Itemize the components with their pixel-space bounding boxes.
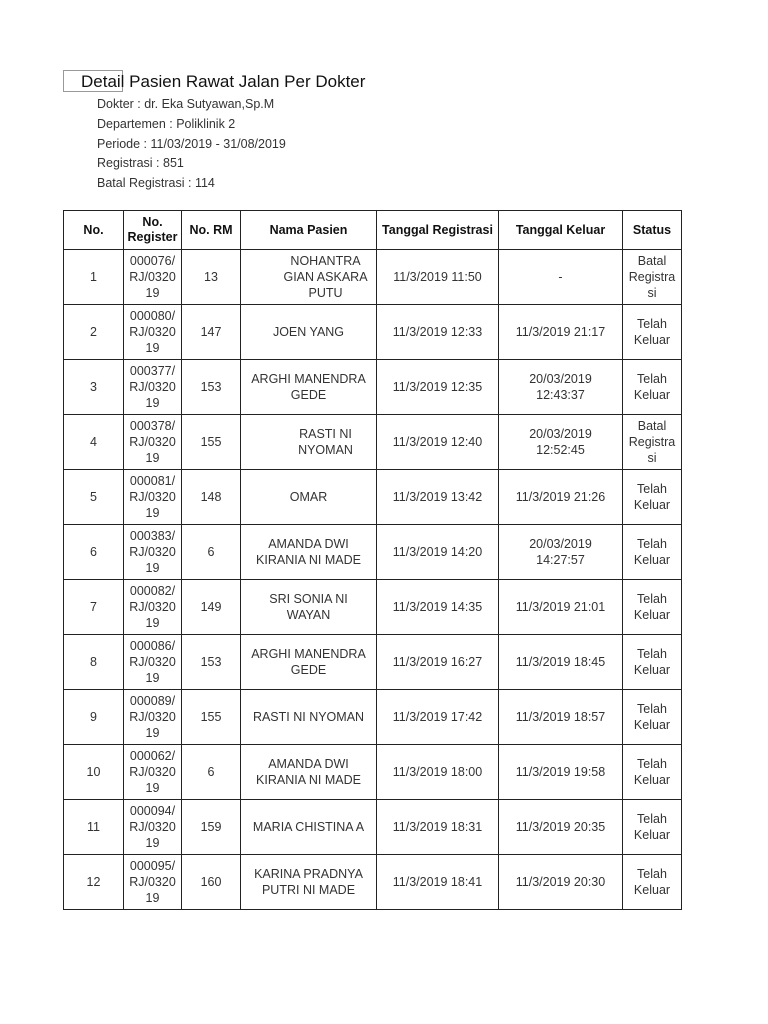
cell-discharge-date: [499, 525, 623, 580]
cell-status: [623, 250, 682, 305]
cell-register-line: 19: [145, 616, 160, 630]
cell-discharge-date-line: 12:52:45: [536, 443, 585, 457]
cell-registration-date: 11/3/2019 16:27: [377, 635, 499, 690]
cell-discharge-date-line: 11/3/2019 20:30: [515, 875, 606, 889]
cell-discharge-date-line: -: [558, 270, 563, 284]
cell-register-line: 000089/: [129, 694, 176, 708]
cell-status-line: si: [647, 451, 657, 465]
cell-discharge-date-line: 14:27:57: [536, 553, 585, 567]
registration-count-line: Registrasi : 851: [97, 156, 184, 171]
cancelled-registration-line: Batal Registrasi : 114: [97, 176, 215, 191]
cell-register-line: 000383/: [129, 529, 176, 543]
cell-no: 9: [64, 690, 124, 745]
cell-register-line: 19: [145, 836, 160, 850]
cell-status-line: Telah: [637, 482, 667, 496]
cell-register: [124, 415, 182, 470]
cell-patient-name-line: KIRANIA NI MADE: [256, 773, 361, 787]
cell-register-line: 19: [145, 396, 160, 410]
cell-status: [623, 360, 682, 415]
cell-no: 1: [64, 250, 124, 305]
cell-patient-name-line: GEDE: [290, 663, 327, 677]
cell-status: [623, 855, 682, 910]
cell-patient-name-line: PUTU: [308, 286, 343, 300]
cell-rm: 155: [182, 415, 241, 470]
cell-discharge-date-line: 11/3/2019 21:17: [515, 325, 606, 339]
cell-discharge-date-line: 11/3/2019 18:57: [515, 710, 606, 724]
table-row: [64, 415, 682, 470]
cell-register: [124, 580, 182, 635]
cell-registration-date: 11/3/2019 14:20: [377, 525, 499, 580]
cell-patient-name: [241, 855, 377, 910]
column-header-patient-name: Nama Pasien: [241, 211, 377, 250]
cell-patient-name: [241, 250, 377, 305]
cell-patient-name-line: ARGHI MANENDRA: [251, 647, 366, 661]
table-row: [64, 855, 682, 910]
cell-rm: 159: [182, 800, 241, 855]
cell-register-line: 000062/: [129, 749, 176, 763]
cell-register-line: RJ/0320: [129, 875, 176, 889]
cell-patient-name-line: MARIA CHISTINA A: [252, 820, 365, 834]
cell-discharge-date-line: 20/03/2019: [529, 427, 592, 441]
cell-patient-name-line: ARGHI MANENDRA: [251, 372, 366, 386]
cell-patient-name-line: GEDE: [290, 388, 327, 402]
cell-rm: 6: [182, 745, 241, 800]
cell-register-line: 19: [145, 286, 160, 300]
cell-register-line: 000082/: [129, 584, 176, 598]
cell-register-line: 000076/: [129, 254, 176, 268]
cell-status-line: Keluar: [633, 883, 671, 897]
cell-register: [124, 470, 182, 525]
cell-register: [124, 360, 182, 415]
cell-no: 7: [64, 580, 124, 635]
cell-rm: 153: [182, 635, 241, 690]
cell-patient-name: [241, 415, 377, 470]
cell-register-line: 000086/: [129, 639, 176, 653]
cell-no: 2: [64, 305, 124, 360]
cell-discharge-date-line: 11/3/2019 21:01: [515, 600, 606, 614]
cell-status-line: Batal: [637, 254, 667, 268]
cell-register: [124, 635, 182, 690]
period-line: Periode : 11/03/2019 - 31/08/2019: [97, 136, 286, 151]
cell-no: 3: [64, 360, 124, 415]
cell-status-line: Telah: [637, 702, 667, 716]
cell-registration-date: 11/3/2019 12:35: [377, 360, 499, 415]
table-row: [64, 470, 682, 525]
cell-patient-name-line: KIRANIA NI MADE: [256, 553, 361, 567]
cell-rm: 147: [182, 305, 241, 360]
cell-registration-date: 11/3/2019 12:40: [377, 415, 499, 470]
cell-no: 12: [64, 855, 124, 910]
cell-register-line: 000094/: [129, 804, 176, 818]
cell-register-line: RJ/0320: [129, 710, 176, 724]
patient-table: [63, 210, 682, 910]
cell-status-line: Telah: [637, 372, 667, 386]
cell-register: [124, 690, 182, 745]
cell-registration-date: 11/3/2019 12:33: [377, 305, 499, 360]
cell-discharge-date: [499, 305, 623, 360]
cell-status-line: Keluar: [633, 553, 671, 567]
cell-patient-name: [241, 470, 377, 525]
table-body: [64, 250, 682, 910]
cell-discharge-date: [499, 360, 623, 415]
cell-register-line: 19: [145, 726, 160, 740]
cell-register-line: RJ/0320: [129, 545, 176, 559]
column-header-registration-date: Tanggal Registrasi: [377, 211, 499, 250]
cell-registration-date: 11/3/2019 18:00: [377, 745, 499, 800]
cell-discharge-date: [499, 250, 623, 305]
table-row: [64, 250, 682, 305]
cell-status: [623, 580, 682, 635]
cell-register-line: RJ/0320: [129, 820, 176, 834]
cell-patient-name: [241, 360, 377, 415]
cell-status-line: Keluar: [633, 773, 671, 787]
cell-register-line: 000080/: [129, 309, 176, 323]
cell-register: [124, 305, 182, 360]
table-row: [64, 580, 682, 635]
cell-registration-date: 11/3/2019 18:31: [377, 800, 499, 855]
cell-discharge-date-line: 11/3/2019 20:35: [515, 820, 606, 834]
cell-patient-name-line: WAYAN: [286, 608, 331, 622]
cell-register-line: 19: [145, 781, 160, 795]
cell-status-line: Keluar: [633, 718, 671, 732]
cell-patient-name: [241, 745, 377, 800]
column-header-status: Status: [623, 211, 682, 250]
cell-rm: 149: [182, 580, 241, 635]
cell-discharge-date: [499, 690, 623, 745]
cell-discharge-date: [499, 580, 623, 635]
department-line: Departemen : Poliklinik 2: [97, 116, 236, 131]
cell-status: [623, 470, 682, 525]
column-header-rm: No. RM: [182, 211, 241, 250]
table-row: [64, 635, 682, 690]
cell-no: 4: [64, 415, 124, 470]
table-row: [64, 800, 682, 855]
cell-status-line: Keluar: [633, 388, 671, 402]
cell-status: [623, 800, 682, 855]
cell-patient-name: [241, 690, 377, 745]
cell-register-line: 19: [145, 451, 160, 465]
cell-patient-name: [241, 580, 377, 635]
cell-discharge-date: [499, 635, 623, 690]
cell-rm: 13: [182, 250, 241, 305]
cell-discharge-date-line: 11/3/2019 18:45: [515, 655, 606, 669]
cell-status-line: si: [647, 286, 657, 300]
cell-rm: 155: [182, 690, 241, 745]
cell-register: [124, 250, 182, 305]
cell-status: [623, 415, 682, 470]
cell-status: [623, 525, 682, 580]
cell-patient-name-line: NOHANTRA: [290, 254, 361, 268]
cell-register-line: 19: [145, 506, 160, 520]
cell-status-line: Registra: [628, 435, 676, 449]
cell-register-line: RJ/0320: [129, 600, 176, 614]
cell-status-line: Telah: [637, 537, 667, 551]
cell-status-line: Keluar: [633, 333, 671, 347]
cell-register-line: 19: [145, 891, 160, 905]
cell-discharge-date-line: 11/3/2019 19:58: [515, 765, 606, 779]
report-meta: [97, 95, 286, 194]
cell-no: 8: [64, 635, 124, 690]
cell-discharge-date: [499, 415, 623, 470]
cell-register-line: RJ/0320: [129, 380, 176, 394]
cell-status-line: Keluar: [633, 498, 671, 512]
cell-status-line: Telah: [637, 317, 667, 331]
cell-rm: 153: [182, 360, 241, 415]
cell-registration-date: 11/3/2019 17:42: [377, 690, 499, 745]
cell-discharge-date-line: 12:43:37: [536, 388, 585, 402]
table-header-row: [64, 211, 682, 250]
cell-patient-name: [241, 800, 377, 855]
cell-status-line: Registra: [628, 270, 676, 284]
cell-patient-name-line: NYOMAN: [298, 443, 353, 457]
cell-register-line: RJ/0320: [129, 270, 176, 284]
cell-discharge-date: [499, 800, 623, 855]
column-header-register: No. Register: [124, 211, 182, 250]
cell-register-line: 000377/: [129, 364, 176, 378]
cell-register: [124, 855, 182, 910]
cell-patient-name-line: SRI SONIA NI: [269, 592, 348, 606]
page-title: Detail Pasien Rawat Jalan Per Dokter: [81, 72, 366, 91]
table-row: [64, 745, 682, 800]
cell-register-line: RJ/0320: [129, 435, 176, 449]
cell-status-line: Batal: [637, 419, 667, 433]
cell-register-line: 19: [145, 341, 160, 355]
cell-status-line: Telah: [637, 867, 667, 881]
cell-register: [124, 525, 182, 580]
cell-patient-name-line: OMAR: [289, 490, 328, 504]
cell-patient-name-line: JOEN YANG: [272, 325, 345, 339]
cell-status-line: Telah: [637, 592, 667, 606]
cell-status-line: Keluar: [633, 663, 671, 677]
cell-patient-name: [241, 635, 377, 690]
cell-registration-date: 11/3/2019 11:50: [377, 250, 499, 305]
cell-no: 11: [64, 800, 124, 855]
cell-register-line: 19: [145, 671, 160, 685]
cell-registration-date: 11/3/2019 18:41: [377, 855, 499, 910]
cell-register: [124, 745, 182, 800]
column-header-no: No.: [64, 211, 124, 250]
cell-register-line: RJ/0320: [129, 325, 176, 339]
cell-patient-name-line: AMANDA DWI: [268, 757, 349, 771]
table-row: [64, 525, 682, 580]
cell-status-line: Telah: [637, 812, 667, 826]
cell-patient-name-line: GIAN ASKARA: [283, 270, 368, 284]
cell-patient-name: [241, 525, 377, 580]
cell-status-line: Telah: [637, 757, 667, 771]
cell-register-line: 000378/: [129, 419, 176, 433]
cell-patient-name-line: KARINA PRADNYA: [254, 867, 363, 881]
cell-patient-name-line: RASTI NI NYOMAN: [252, 710, 365, 724]
cell-rm: 6: [182, 525, 241, 580]
cell-discharge-date-line: 20/03/2019: [529, 372, 592, 386]
cell-status-line: Keluar: [633, 828, 671, 842]
table-row: [64, 360, 682, 415]
cell-register: [124, 800, 182, 855]
cell-status-line: Keluar: [633, 608, 671, 622]
cell-discharge-date: [499, 855, 623, 910]
cell-register-line: RJ/0320: [129, 490, 176, 504]
cell-discharge-date: [499, 470, 623, 525]
cell-patient-name-line: AMANDA DWI: [268, 537, 349, 551]
cell-status-line: Telah: [637, 647, 667, 661]
cell-rm: 160: [182, 855, 241, 910]
cell-register-line: 19: [145, 561, 160, 575]
cell-no: 6: [64, 525, 124, 580]
column-header-discharge-date: Tanggal Keluar: [499, 211, 623, 250]
cell-no: 5: [64, 470, 124, 525]
cell-rm: 148: [182, 470, 241, 525]
cell-discharge-date-line: 20/03/2019: [529, 537, 592, 551]
cell-status: [623, 635, 682, 690]
cell-discharge-date: [499, 745, 623, 800]
cell-registration-date: 11/3/2019 14:35: [377, 580, 499, 635]
table-row: [64, 690, 682, 745]
cell-register-line: RJ/0320: [129, 765, 176, 779]
cell-status: [623, 745, 682, 800]
cell-status: [623, 690, 682, 745]
table-row: [64, 305, 682, 360]
cell-patient-name-line: RASTI NI: [299, 427, 352, 441]
cell-register-line: 000095/: [129, 859, 176, 873]
cell-patient-name-line: PUTRI NI MADE: [261, 883, 356, 897]
cell-discharge-date-line: 11/3/2019 21:26: [515, 490, 606, 504]
cell-status: [623, 305, 682, 360]
cell-patient-name: [241, 305, 377, 360]
cell-register-line: 000081/: [129, 474, 176, 488]
doctor-line: Dokter : dr. Eka Sutyawan,Sp.M: [97, 97, 275, 111]
cell-registration-date: 11/3/2019 13:42: [377, 470, 499, 525]
cell-no: 10: [64, 745, 124, 800]
cell-register-line: RJ/0320: [129, 655, 176, 669]
